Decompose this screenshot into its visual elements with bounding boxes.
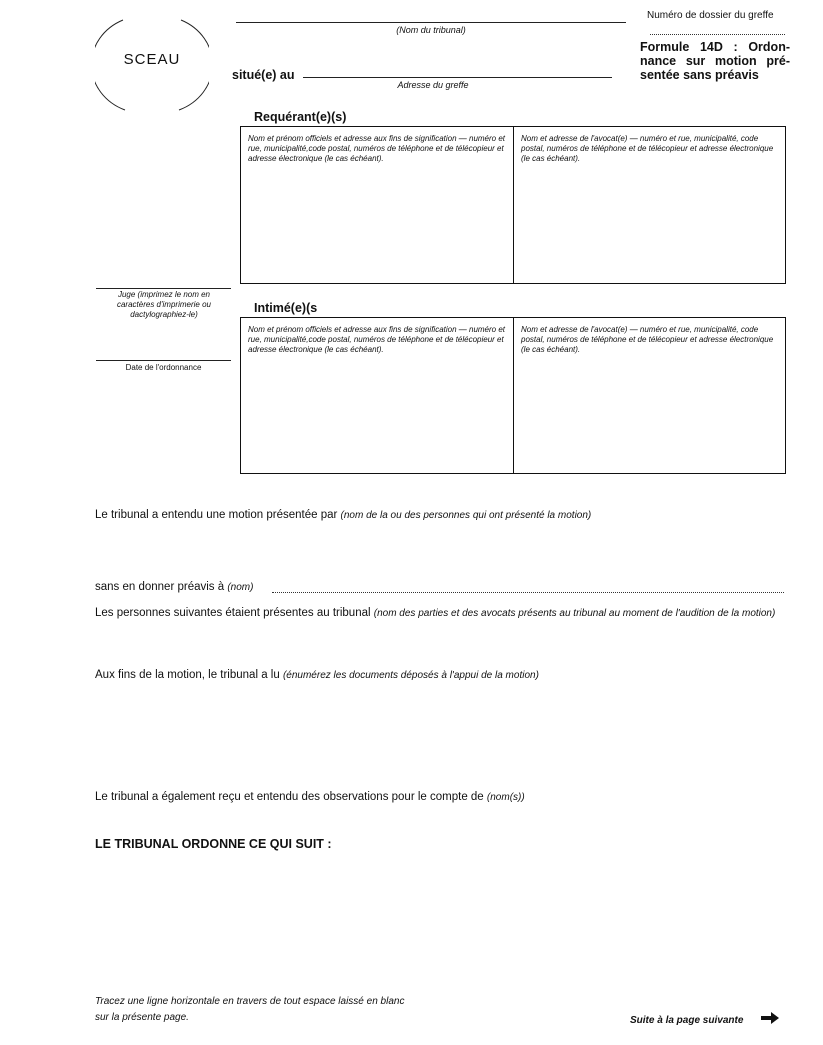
- observations-hint: (nom(s)): [486, 792, 525, 803]
- no-notice-text: sans en donner préavis à: [95, 581, 225, 593]
- read-hint: (énumérez les documents déposés à l'appui de la motion): [282, 670, 539, 681]
- applicants-party-field[interactable]: Nom et prénom officiels et adresse aux fins de signification — numéro et rue, municipalité,code postal, numéros de téléphone et de télécopieur et adresse électronique (le cas échéant).: [248, 134, 506, 163]
- arrow-right-icon: [760, 1011, 780, 1030]
- no-notice-field[interactable]: [272, 592, 784, 593]
- no-notice-hint: (nom): [227, 582, 254, 593]
- located-at-label: situé(e) au: [232, 68, 295, 82]
- present-line: [95, 605, 790, 622]
- observations-text: Le tribunal a également reçu et entendu des observations pour le compte de: [95, 791, 484, 803]
- read-line: [95, 669, 795, 681]
- footer-instruction: Tracez une ligne horizontale en travers de tout espace laissé en blanc sur la présente page.: [95, 996, 405, 1023]
- order-heading: LE TRIBUNAL ORDONNE CE QUI SUIT :: [95, 837, 332, 851]
- motion-heard-line: [95, 509, 795, 521]
- read-text: Aux fins de la motion, le tribunal a lu: [95, 669, 280, 681]
- order-date-line[interactable]: [96, 360, 231, 361]
- judge-name-label: Juge (imprimez le nom en caractères d'imprimerie ou dactylographiez-le): [116, 290, 211, 319]
- court-address-line[interactable]: [303, 77, 612, 78]
- file-number-field[interactable]: [650, 34, 785, 35]
- applicants-heading: Requérant(e)(s): [254, 110, 347, 124]
- applicants-lawyer-field[interactable]: Nom et adresse de l'avocat(e) — numéro et rue, municipalité, code postal, numéros de téléphone et de télécopieur et adresse électronique (le cas échéant).: [521, 134, 774, 163]
- court-address-hint: Adresse du greffe: [397, 80, 469, 90]
- respondents-lawyer-field[interactable]: Nom et adresse de l'avocat(e) — numéro et rue, municipalité, code postal, numéros de téléphone et de télécopieur et adresse électronique (le cas échéant).: [521, 325, 774, 354]
- file-number-label: Numéro de dossier du greffe: [647, 10, 774, 21]
- present-text: Les personnes suivantes étaient présentes au tribunal: [95, 607, 371, 619]
- form-title: Formule 14D : Ordon-nance sur motion pré-sentée sans préavis: [640, 40, 790, 82]
- respondents-divider: [513, 317, 514, 474]
- observations-line: [95, 791, 795, 803]
- judge-name-line[interactable]: [96, 288, 231, 289]
- motion-heard-hint: (nom de la ou des personnes qui ont présenté la motion): [340, 510, 592, 521]
- seal-label: SCEAU: [123, 51, 181, 68]
- motion-heard-text: Le tribunal a entendu une motion présentée par: [95, 509, 338, 521]
- seal-area: [95, 14, 209, 116]
- respondents-party-field[interactable]: Nom et prénom officiels et adresse aux fins de signification — numéro et rue, municipalité,code postal, numéros de téléphone et de télécopieur et adresse électronique (le cas échéant).: [248, 325, 506, 354]
- respondents-heading: Intimé(e)(s: [254, 301, 318, 315]
- court-name-line[interactable]: [236, 22, 626, 23]
- applicants-divider: [513, 126, 514, 284]
- court-name-hint: (Nom du tribunal): [396, 25, 466, 35]
- continued-label: Suite à la page suivante: [630, 1015, 744, 1026]
- order-date-label: Date de l'ordonnance: [125, 363, 202, 372]
- no-notice-line: [95, 581, 253, 593]
- present-hint: (nom des parties et des avocats présents au tribunal au moment de l'audition de la motion): [373, 608, 776, 619]
